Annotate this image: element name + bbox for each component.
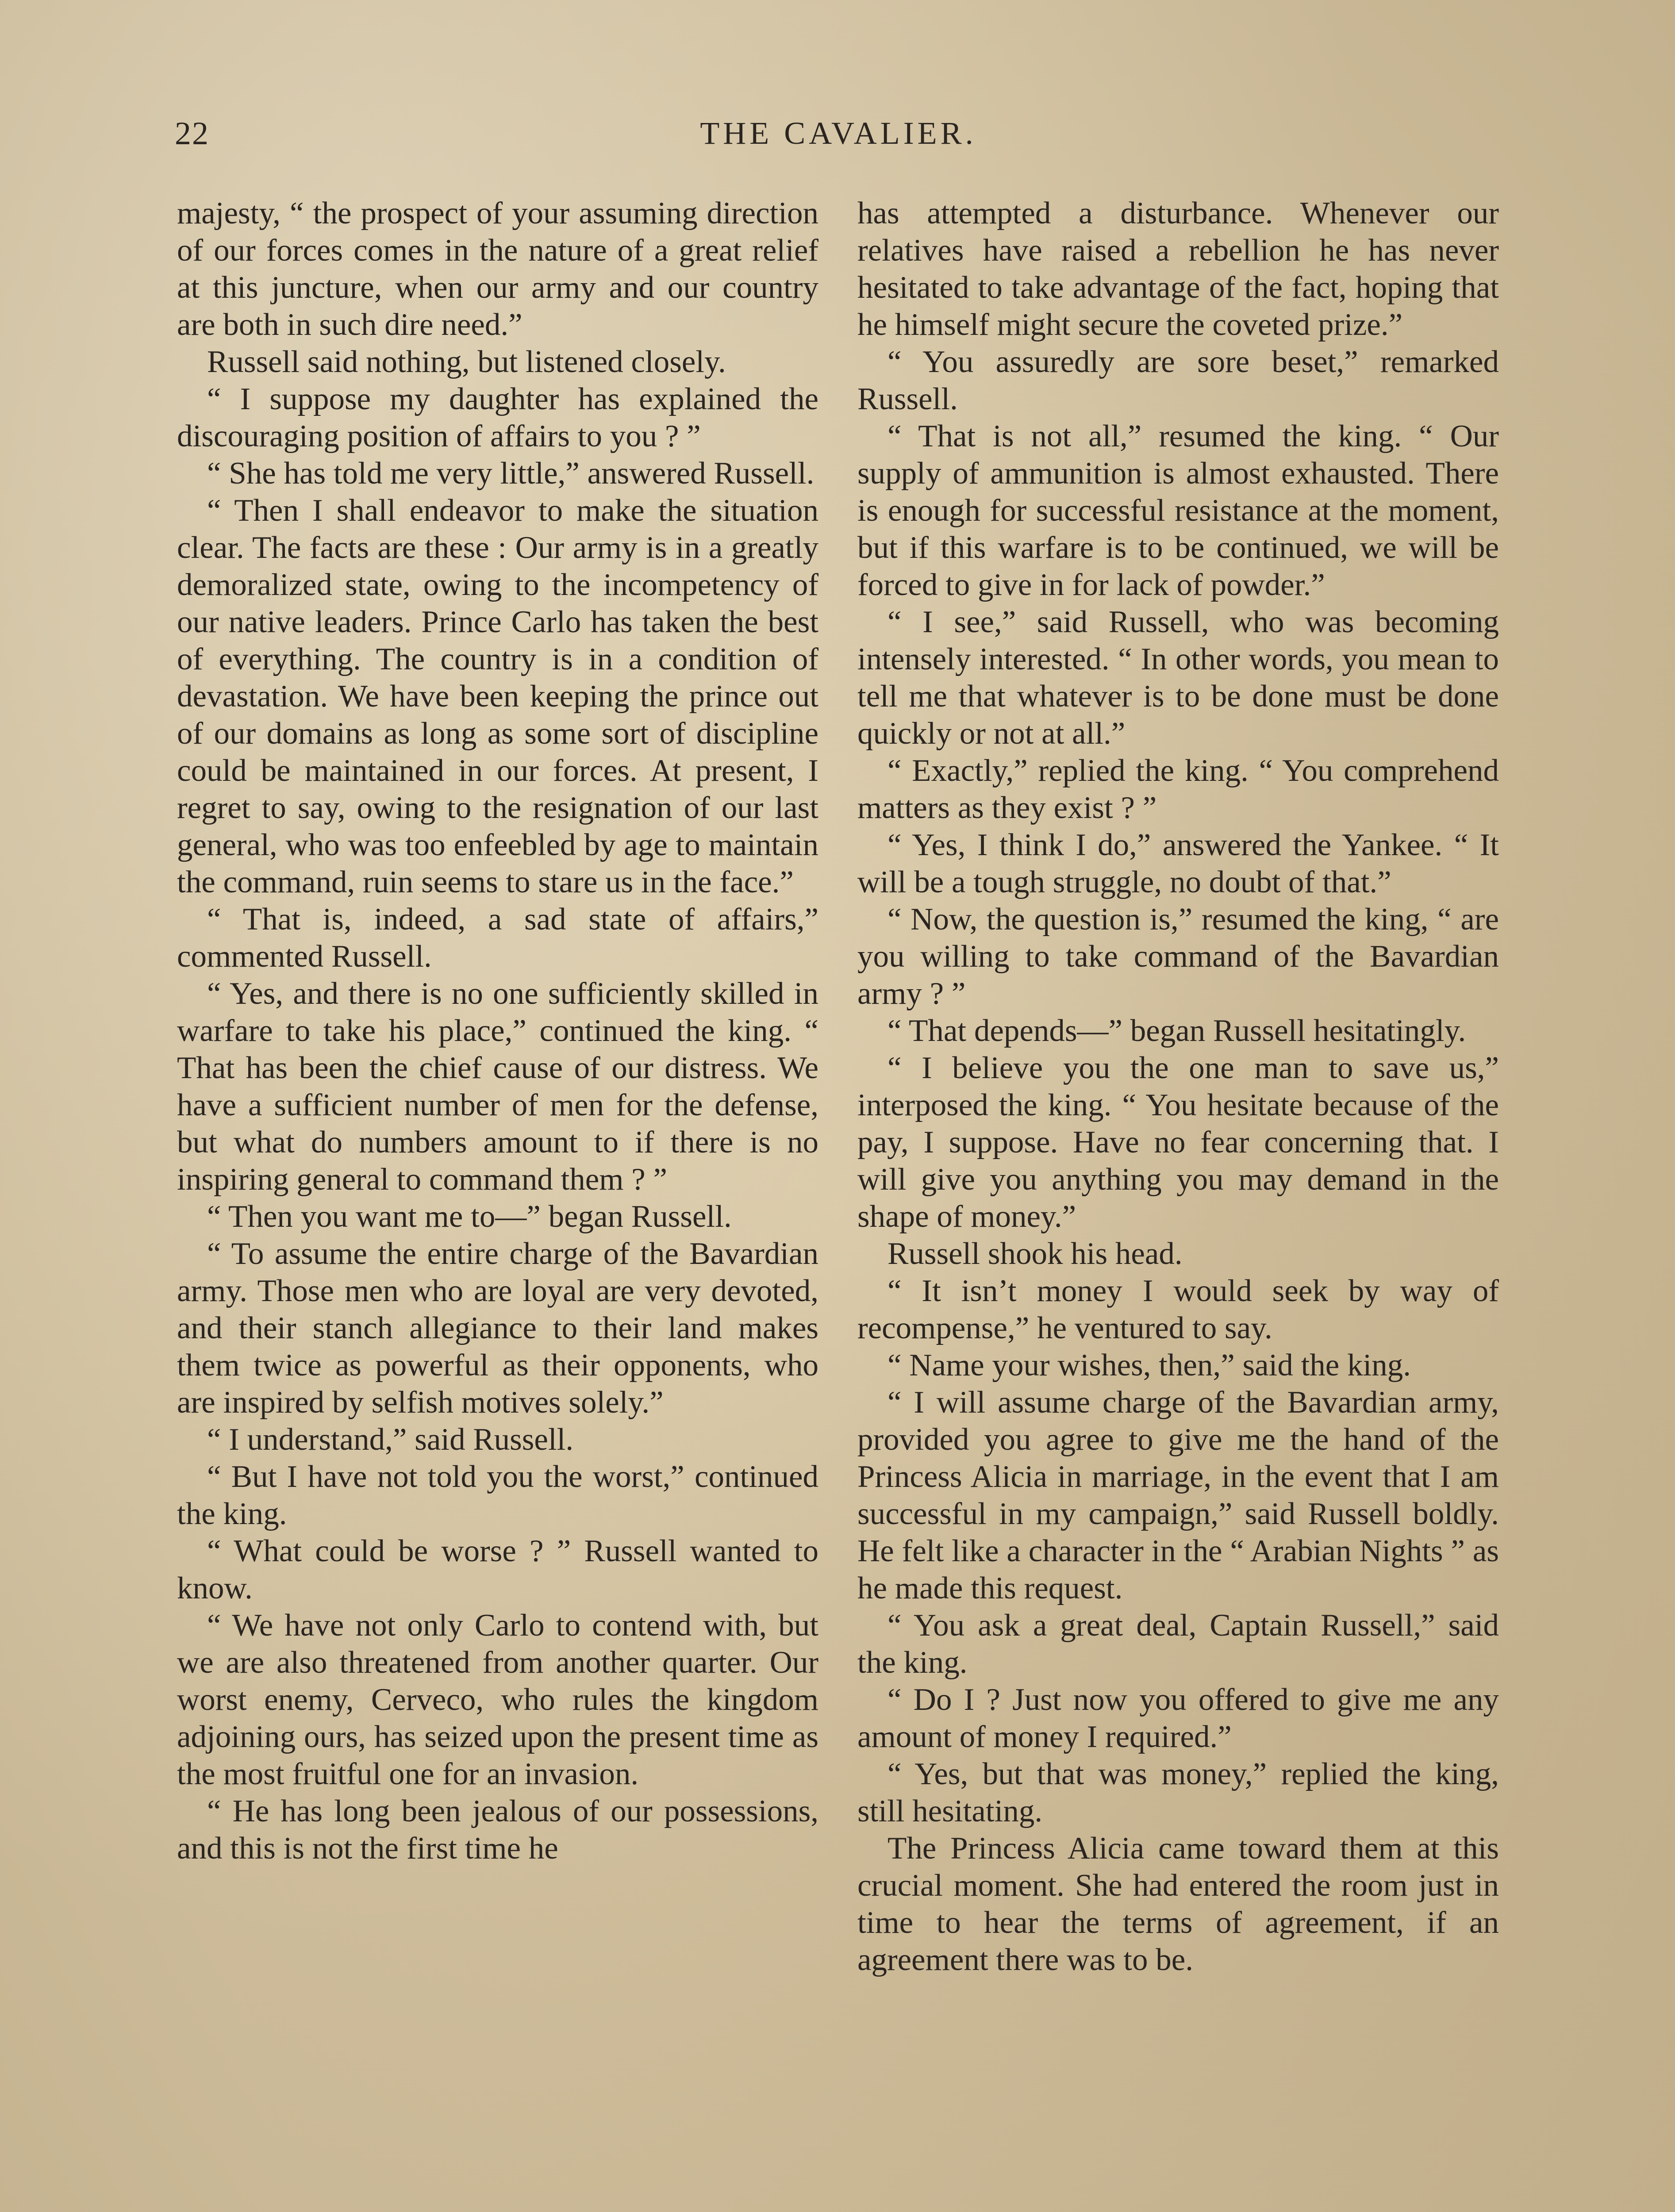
paragraph: “ That is, indeed, a sad state of affairs,” commented Russell. [177,902,818,974]
paragraph: “ Now, the question is,” resumed the king, “ are you willing to take command of the Bavardian army ? ” [857,902,1499,1011]
paragraph: “ It isn’t money I would seek by way of recompense,” he ventured to say. [857,1274,1499,1345]
paragraph: “ I see,” said Russell, who was becoming intensely interested. “ In other words, you mean to tell me that whatever is to be done must be done quickly or not at all.” [857,605,1499,751]
right-column [857,195,1499,1978]
paragraph: “ I believe you the one man to save us,” interposed the king. “ You hesitate because of the pay, I suppose. Have no fear concerning that. I will give you anything you may demand in the shape of money.” [857,1051,1499,1234]
paragraph: “ She has told me very little,” answered Russell. [207,456,814,491]
paragraph: “ Yes, but that was money,” replied the king, still hesitating. [857,1757,1499,1828]
paragraph: “ But I have not told you the worst,” continued the king. [177,1459,818,1531]
paragraph: “ I will assume charge of the Bavardian army, provided you agree to give me the hand of the Princess Alicia in marriage, in the event that I am successful in my campaign,” said Russell boldly. He felt like a character in the “ Arabian Nights ” as he made this request. [857,1385,1499,1605]
paragraph: “ He has long been jealous of our possessions, and this is not the first time he [177,1794,818,1866]
paragraph: “ Then I shall endeavor to make the situation clear. The facts are these : Our army is in a greatly demoralized state, owing to the incompetency of our native leaders. Prince Carlo has taken the best of everything. The country is in a condition of devastation. We have been keeping the prince out of our domains as long as some sort of discipline could be maintained in our forces. At present, I regret to say, owing to the resignation of our last general, who was too enfeebled by age to maintain the command, ruin seems to stare us in the face.” [177,493,818,899]
paragraph: “ You assuredly are sore beset,” remarked Russell. [857,345,1499,416]
paragraph: “ Yes, and there is no one sufficiently skilled in warfare to take his place,” continued the king. “ That has been the chief cause of our distress. We have a sufficient number of men for the defense, but what do numbers amount to if there is no inspiring general to command them ? ” [177,976,818,1197]
paragraph: “ Exactly,” replied the king. “ You comprehend matters as they exist ? ” [857,753,1499,825]
paragraph: majesty, “ the prospect of your assuming direction of our forces comes in the nature of a great relief at this juncture, when our army and our country are both in such dire need.” [177,196,818,342]
paragraph: “ Yes, I think I do,” answered the Yankee. “ It will be a tough struggle, no doubt of that.” [857,828,1499,899]
page-number: 22 [175,115,209,152]
paragraph: “ To assume the entire charge of the Bavardian army. Those men who are loyal are very devoted, and their stanch allegiance to their land makes them twice as powerful as their opponents, who are inspired by selfish motives solely.” [177,1237,818,1420]
paragraph: Russell said nothing, but listened closely. [207,345,726,379]
paragraph: “ Do I ? Just now you offered to give me any amount of money I required.” [857,1682,1499,1754]
paragraph: “ I understand,” said Russell. [207,1422,574,1457]
paragraph: “ We have not only Carlo to contend with, but we are also threatened from another quarter. Our worst enemy, Cerveco, who rules the kingdom adjoining ours, has seized upon the present time as the most fruitful one for an invasion. [177,1608,818,1791]
paragraph: The Princess Alicia came toward them at this crucial moment. She had entered the room just in time to hear the terms of agreement, if an agreement there was to be. [857,1831,1499,1977]
paragraph: “ Name your wishes, then,” said the king. [887,1348,1411,1382]
running-head: THE CAVALIER. [700,115,977,151]
paragraph: “ You ask a great deal, Captain Russell,” said the king. [857,1608,1499,1680]
paragraph: “ I suppose my daughter has explained the discouraging position of affairs to you ? ” [177,382,818,453]
paragraph: Russell shook his head. [887,1237,1183,1271]
paragraph: “ What could be worse ? ” Russell wanted to know. [177,1534,818,1605]
page-header [175,115,1495,159]
paragraph: “ That depends—” began Russell hesitatingly. [887,1014,1466,1048]
paragraph: has attempted a disturbance. Whenever our relatives have raised a rebellion he has never hesitated to take advantage of the fact, hoping that he himself might secure the coveted prize.” [857,196,1499,342]
paragraph: “ Then you want me to—” began Russell. [207,1199,732,1234]
left-column [177,195,818,1867]
paragraph: “ That is not all,” resumed the king. “ Our supply of ammunition is almost exhausted. There is enough for successful resistance at the moment, but if this warfare is to be continued, we will be forced to give in for lack of powder.” [857,419,1499,602]
